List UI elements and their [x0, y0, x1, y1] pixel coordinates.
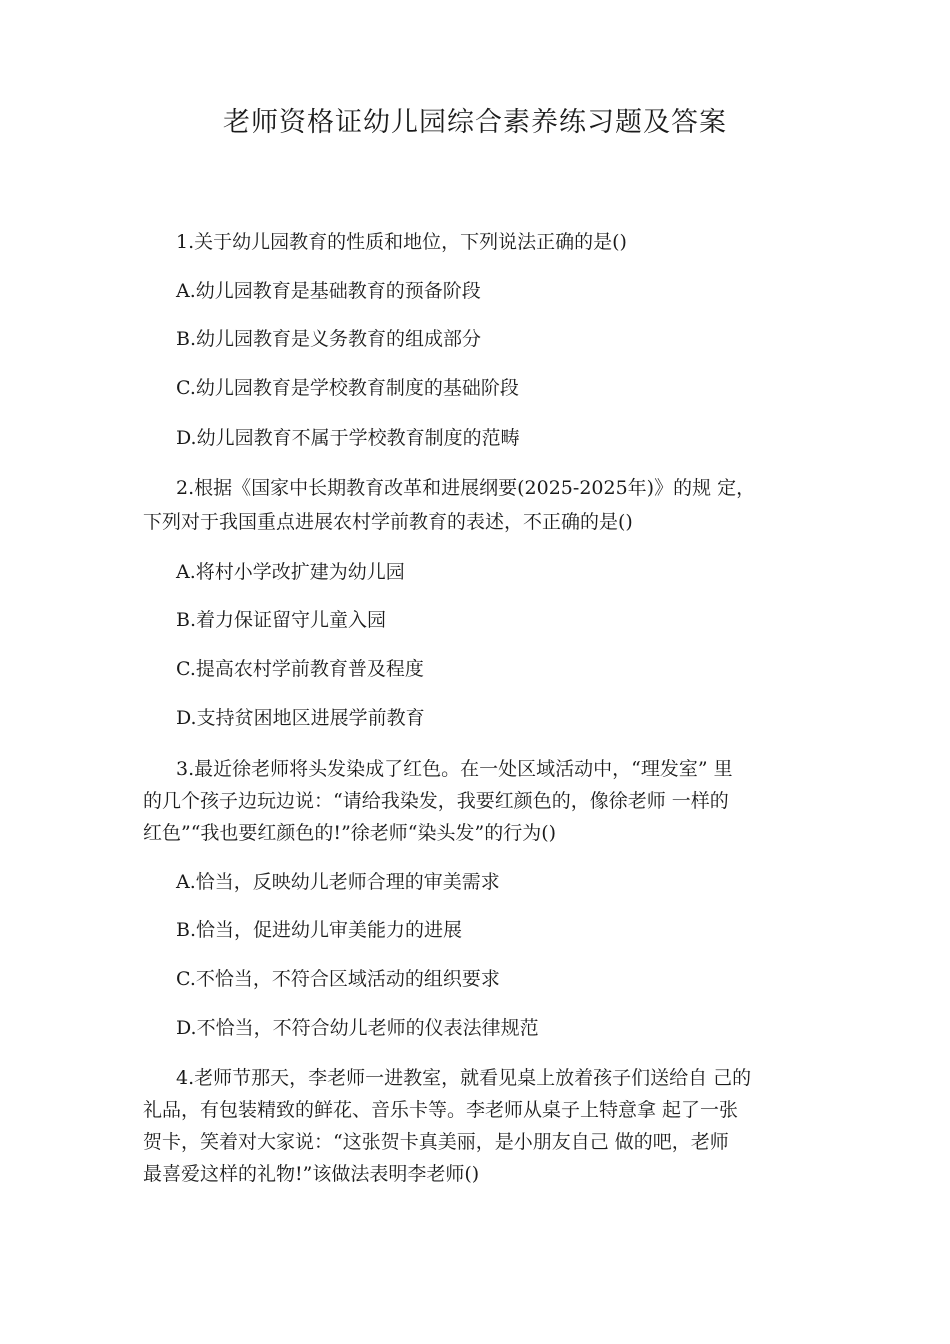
- question-4-stem-line-1: 4.老师节那天，李老师一进教室，就看见桌上放着孩子们送给自 己的: [176, 1067, 752, 1089]
- question-2-stem-line-2: 下列对于我国重点进展农村学前教育的表述，不正确的是(): [143, 511, 633, 533]
- question-2-stem-line-1: 2.根据《国家中长期教育改革和进展纲要(2025-2025年)》的规 定，: [176, 477, 756, 499]
- question-3-option-a: A.恰当，反映幼儿老师合理的审美需求: [176, 871, 500, 893]
- question-3-option-d: D.不恰当，不符合幼儿老师的仪表法律规范: [176, 1017, 539, 1039]
- question-2-option-d: D.支持贫困地区进展学前教育: [176, 707, 425, 729]
- question-1-stem: 1.关于幼儿园教育的性质和地位，下列说法正确的是(): [176, 231, 627, 253]
- question-2-option-c: C.提高农村学前教育普及程度: [176, 658, 424, 680]
- question-4-stem-line-4: 最喜爱这样的礼物!”该做法表明李老师(): [143, 1163, 480, 1185]
- question-3-stem-line-1: 3.最近徐老师将头发染成了红色。在一处区域活动中，“理发室” 里: [176, 758, 733, 780]
- question-1-option-d: D.幼儿园教育不属于学校教育制度的范畴: [176, 427, 520, 449]
- question-4-stem-line-2: 礼品，有包装精致的鲜花、音乐卡等。李老师从桌子上特意拿 起了一张: [143, 1099, 739, 1121]
- question-4-stem-line-3: 贺卡，笑着对大家说：“这张贺卡真美丽，是小朋友自己 做的吧，老师: [143, 1131, 729, 1153]
- question-1-option-c: C.幼儿园教育是学校教育制度的基础阶段: [176, 377, 519, 399]
- question-2-option-a: A.将村小学改扩建为幼儿园: [176, 561, 405, 583]
- question-3-stem-line-3: 红色”“我也要红颜色的!”徐老师“染头发”的行为(): [143, 822, 557, 844]
- document-title: 老师资格证幼儿园综合素养练习题及答案: [223, 107, 727, 138]
- question-3-stem-line-2: 的几个孩子边玩边说：“请给我染发，我要红颜色的，像徐老师 一样的: [143, 790, 729, 812]
- question-1-option-b: B.幼儿园教育是义务教育的组成部分: [176, 328, 482, 350]
- question-3-option-b: B.恰当，促进幼儿审美能力的进展: [176, 919, 463, 941]
- question-3-option-c: C.不恰当，不符合区域活动的组织要求: [176, 968, 500, 990]
- question-1-option-a: A.幼儿园教育是基础教育的预备阶段: [176, 280, 481, 302]
- question-2-option-b: B.着力保证留守儿童入园: [176, 609, 387, 631]
